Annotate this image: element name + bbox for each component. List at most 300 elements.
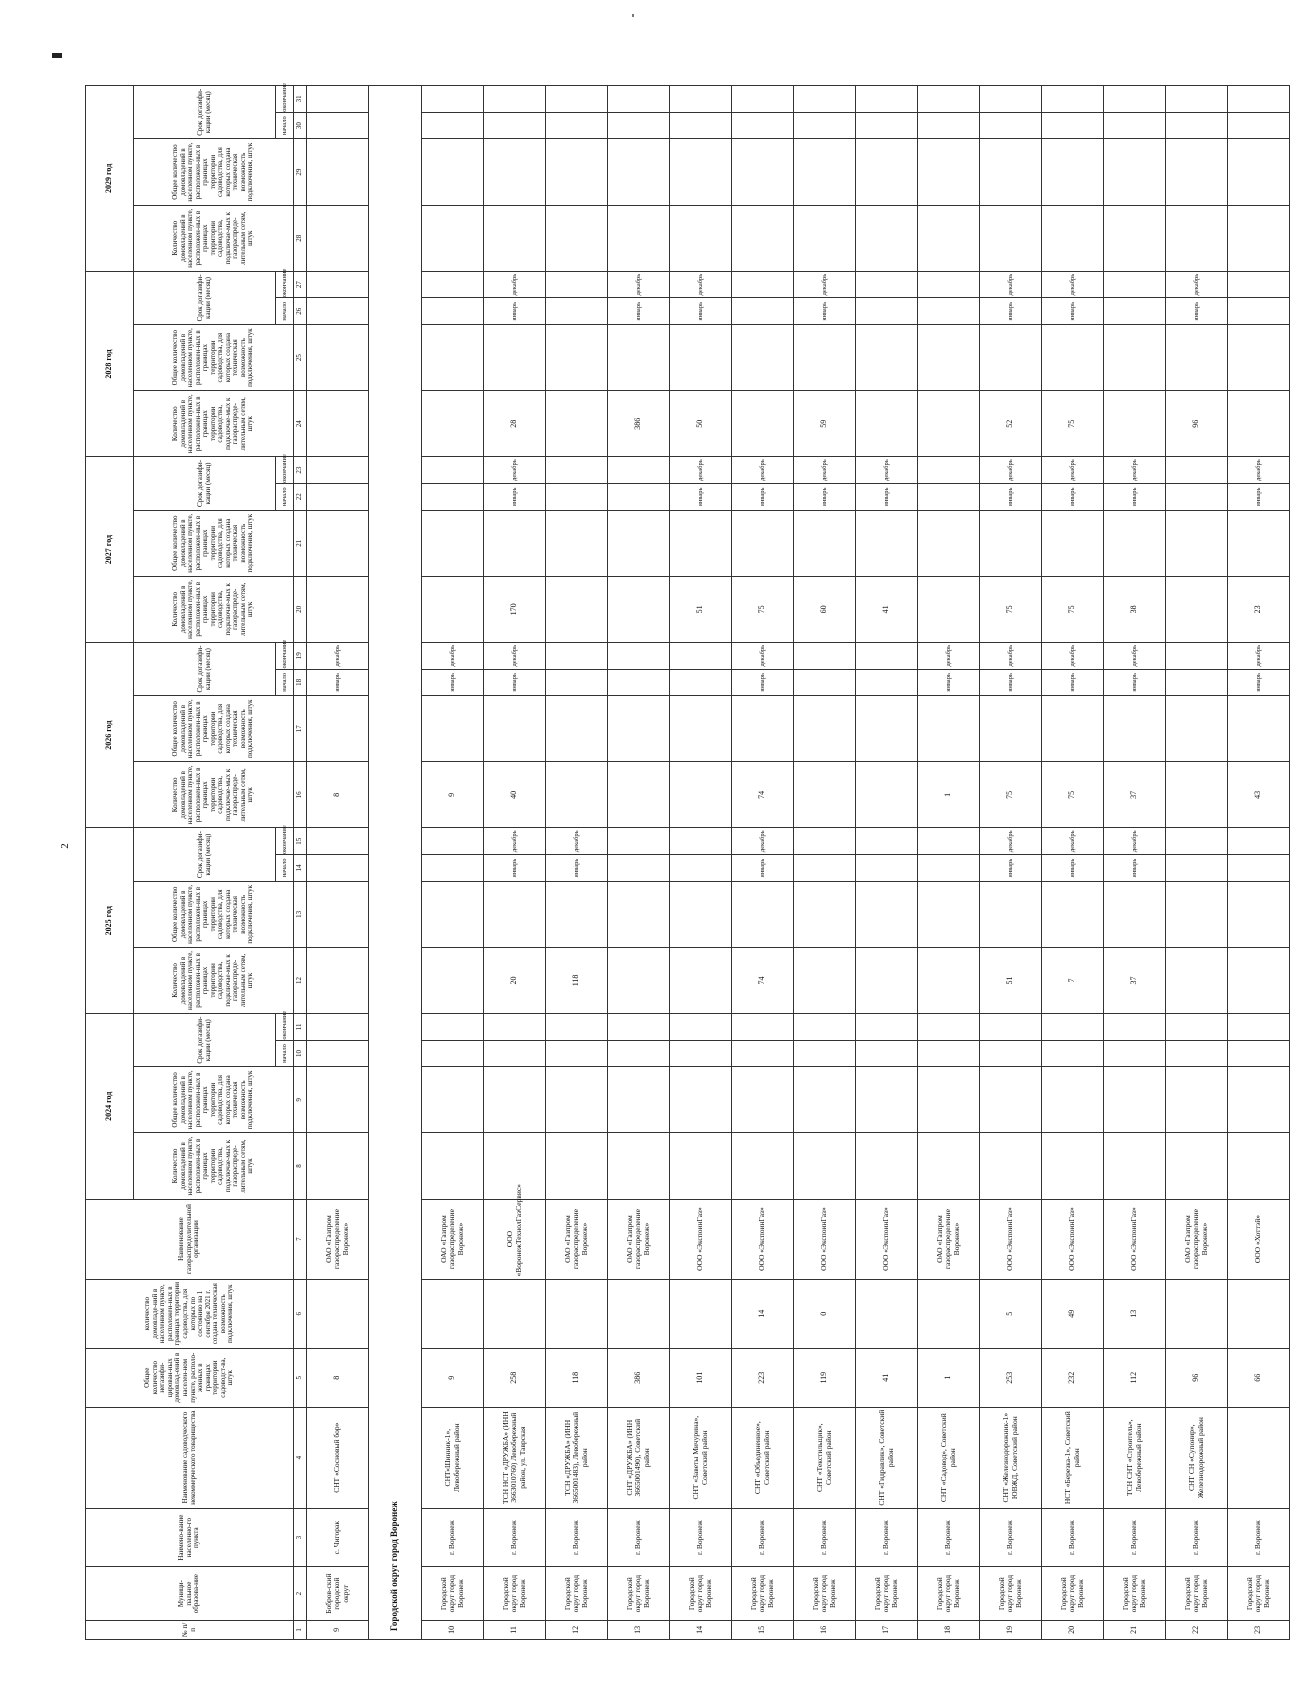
column-number: 16	[294, 762, 307, 828]
row-value-cell	[856, 881, 918, 947]
column-number: 20	[294, 576, 307, 642]
row-municipality: Городской округ город Воронеж	[422, 1567, 484, 1620]
row-value-cell	[670, 205, 732, 271]
row-term-cell: декабрь	[1104, 642, 1166, 669]
row-term-cell: январь	[608, 298, 670, 325]
row-value-cell	[856, 696, 918, 762]
row-settlement: г. Воронеж	[608, 1508, 670, 1567]
row-settlement: г. Воронеж	[980, 1508, 1042, 1567]
row-term-cell	[670, 112, 732, 139]
row-number: 21	[1104, 1620, 1166, 1639]
row-total: 119	[794, 1348, 856, 1407]
header-total-ungasified: Общее количество негазифи-цирован-ных домовлад-ений в населен-ном пункте, располо-женных в границах территории садоводст-ва, штук	[86, 1348, 294, 1407]
row-value-cell	[546, 391, 608, 457]
row-value-cell	[670, 696, 732, 762]
row-value-cell	[918, 576, 980, 642]
row-value-cell	[422, 947, 484, 1013]
row-org: ОАО «Газпром газораспределение Воронеж»	[307, 1199, 369, 1279]
row-total: 232	[1042, 1348, 1104, 1407]
row-term-cell	[608, 1014, 670, 1041]
row-value-cell	[608, 576, 670, 642]
row-value-cell	[1042, 881, 1104, 947]
row-term-cell	[918, 298, 980, 325]
row-term-cell	[670, 1014, 732, 1041]
row-value-cell: 96	[1166, 391, 1228, 457]
row-value-cell	[307, 696, 369, 762]
row-term-cell: декабрь	[546, 828, 608, 855]
subheader-quantity: Количество домовладений в населенном пункте, расположен-ных в границах территории садоводства, подключае-мых к газораспреде-лительным сетям, штук	[134, 391, 294, 457]
row-value-cell	[1166, 325, 1228, 391]
row-settlement: г. Воронеж	[918, 1508, 980, 1567]
rotated-page	[85, 83, 1271, 1640]
table-row	[1166, 86, 1228, 1640]
row-value-cell	[546, 205, 608, 271]
row-total: 9	[422, 1348, 484, 1407]
row-total: 258	[484, 1348, 546, 1407]
row-value-cell: 75	[1042, 576, 1104, 642]
row-snt: СНТ «Гидравлик», Советский район	[856, 1407, 918, 1508]
column-number: 22	[294, 483, 307, 510]
section-row	[369, 86, 422, 1640]
row-value-cell	[980, 139, 1042, 205]
row-value-cell	[794, 762, 856, 828]
row-value-cell	[794, 1067, 856, 1133]
row-value-cell	[856, 1133, 918, 1199]
row-tech: 13	[1104, 1279, 1166, 1348]
row-snt: ТСН СНТ «Строитель», Левобережный район	[1104, 1407, 1166, 1508]
page-number: 2	[58, 843, 71, 849]
row-term-cell	[670, 855, 732, 882]
row-term-cell	[670, 828, 732, 855]
row-value-cell: 40	[484, 762, 546, 828]
row-tech	[422, 1279, 484, 1348]
row-number: 17	[856, 1620, 918, 1639]
row-value-cell	[1042, 510, 1104, 576]
row-term-cell: декабрь	[1042, 642, 1104, 669]
subheader-total-tech: Общее количество домовладений в населенном пункте, расположен-ных в границах территории садоводства, для которых создана техническая возможность подключения, штук	[134, 325, 294, 391]
subheader-total-tech: Общее количество домовладений в населенном пункте, расположен-ных в границах территории садоводства, для которых создана техническая возможность подключения, штук	[134, 1067, 294, 1133]
row-value-cell	[856, 510, 918, 576]
row-term-cell	[307, 298, 369, 325]
row-org: ООО «ЭкспоинГаз»	[1042, 1199, 1104, 1279]
column-number: 12	[294, 947, 307, 1013]
row-term-cell	[1104, 86, 1166, 113]
row-municipality: Городской округ город Воронеж	[856, 1567, 918, 1620]
row-term-cell: декабрь	[1104, 457, 1166, 484]
row-total: 223	[732, 1348, 794, 1407]
subheader-quantity: Количество домовладений в населенном пункте, расположен-ных в границах территории садоводства, подключае-мых к газораспреде-лительным сетям, штук	[134, 947, 294, 1013]
row-term-cell: декабрь	[980, 457, 1042, 484]
subheader-total-tech: Общее количество домовладений в населенном пункте, расположен-ных в границах территории садоводства, для которых создана техническая возможность подключения, штук	[134, 510, 294, 576]
column-number: 9	[294, 1067, 307, 1133]
row-term-cell	[670, 669, 732, 696]
row-org: ООО «ЭкспоинГаз»	[732, 1199, 794, 1279]
row-value-cell	[732, 696, 794, 762]
row-term-cell	[918, 828, 980, 855]
row-term-cell	[608, 642, 670, 669]
subheader-term-start: начало	[276, 112, 294, 139]
row-settlement: г. Воронеж	[1228, 1508, 1290, 1567]
row-number: 14	[670, 1620, 732, 1639]
row-term-cell	[856, 1040, 918, 1067]
row-term-cell: январь	[1166, 298, 1228, 325]
row-value-cell	[307, 576, 369, 642]
row-value-cell	[670, 139, 732, 205]
row-value-cell	[670, 947, 732, 1013]
row-term-cell: январь	[546, 855, 608, 882]
row-term-cell	[980, 112, 1042, 139]
row-tech	[670, 1279, 732, 1348]
row-value-cell	[546, 325, 608, 391]
row-term-cell: январь	[484, 298, 546, 325]
row-value-cell: 43	[1228, 762, 1290, 828]
row-term-cell	[1166, 855, 1228, 882]
row-value-cell	[1228, 881, 1290, 947]
row-tech: 14	[732, 1279, 794, 1348]
row-term-cell	[608, 483, 670, 510]
row-tech	[856, 1279, 918, 1348]
row-org: ООО «ЭкспоинГаз»	[670, 1199, 732, 1279]
row-value-cell	[422, 1067, 484, 1133]
row-term-cell	[1228, 271, 1290, 298]
row-term-cell	[918, 112, 980, 139]
row-term-cell	[1228, 1014, 1290, 1041]
column-number: 10	[294, 1040, 307, 1067]
row-term-cell	[1166, 669, 1228, 696]
row-value-cell	[1104, 1133, 1166, 1199]
row-tech	[608, 1279, 670, 1348]
row-term-cell: январь	[980, 669, 1042, 696]
row-value-cell: 386	[608, 391, 670, 457]
row-term-cell	[856, 669, 918, 696]
row-term-cell: январь	[980, 298, 1042, 325]
row-term-cell	[794, 642, 856, 669]
row-term-cell	[918, 271, 980, 298]
row-term-cell	[1104, 298, 1166, 325]
row-term-cell: декабрь	[484, 271, 546, 298]
column-number: 30	[294, 112, 307, 139]
row-term-cell	[608, 828, 670, 855]
row-value-cell: 52	[980, 391, 1042, 457]
row-value-cell	[422, 696, 484, 762]
row-term-cell	[732, 298, 794, 325]
row-value-cell	[1042, 696, 1104, 762]
row-term-cell	[608, 112, 670, 139]
row-value-cell	[1166, 576, 1228, 642]
row-value-cell	[1166, 1133, 1228, 1199]
row-term-cell	[918, 1014, 980, 1041]
row-value-cell	[546, 1133, 608, 1199]
year-2025: 2025 год	[86, 828, 134, 1014]
row-term-cell: январь	[794, 298, 856, 325]
row-value-cell	[1166, 762, 1228, 828]
row-term-cell: декабрь	[608, 271, 670, 298]
table-row	[546, 86, 608, 1640]
row-term-cell: январь	[732, 855, 794, 882]
row-number: 20	[1042, 1620, 1104, 1639]
row-value-cell	[1166, 139, 1228, 205]
row-term-cell	[1228, 855, 1290, 882]
row-value-cell	[1228, 696, 1290, 762]
row-term-cell	[794, 112, 856, 139]
column-number: 4	[294, 1407, 307, 1508]
row-term-cell: декабрь	[1228, 642, 1290, 669]
subheader-term: Срок догазифи-кации (месяц)	[134, 457, 276, 510]
row-term-cell	[546, 457, 608, 484]
column-number: 19	[294, 642, 307, 669]
row-term-cell	[918, 483, 980, 510]
column-number: 14	[294, 855, 307, 882]
row-value-cell	[1228, 947, 1290, 1013]
subheader-term-end: окончание	[276, 642, 294, 669]
row-value-cell	[422, 881, 484, 947]
row-value-cell	[856, 139, 918, 205]
subheader-term-end: окончание	[276, 86, 294, 113]
row-settlement: г. Воронеж	[484, 1508, 546, 1567]
table-row	[484, 86, 546, 1640]
row-term-cell: декабрь	[1042, 271, 1104, 298]
row-term-cell	[546, 483, 608, 510]
table-row	[608, 86, 670, 1640]
row-term-cell: декабрь	[484, 828, 546, 855]
subheader-quantity: Количество домовладений в населенном пункте, расположен-ных в границах территории садоводства, подключае-мых к газораспреде-лительным сетям, штук	[134, 576, 294, 642]
row-municipality: Городской округ город Воронеж	[670, 1567, 732, 1620]
subheader-quantity: Количество домовладений в населенном пункте, расположен-ных в границах территории садоводства, подключае-мых к газораспреде-лительным сетям, штук	[134, 762, 294, 828]
row-total: 253	[980, 1348, 1042, 1407]
row-term-cell: январь	[1042, 669, 1104, 696]
table-row	[1042, 86, 1104, 1640]
row-term-cell	[608, 669, 670, 696]
row-term-cell: январь	[1042, 298, 1104, 325]
row-settlement: г. Воронеж	[670, 1508, 732, 1567]
row-municipality: Городской округ город Воронеж	[918, 1567, 980, 1620]
subheader-quantity: Количество домовладений в населенном пункте, расположен-ных в границах территории садоводства, подключае-мых к газораспреде-лительным сетям, штук	[134, 1133, 294, 1199]
row-term-cell	[794, 1014, 856, 1041]
row-term-cell	[484, 1014, 546, 1041]
subheader-term-end: окончание	[276, 1014, 294, 1041]
row-value-cell	[307, 947, 369, 1013]
subheader-quantity: Количество домовладений в населенном пункте, расположен-ных в границах территории садоводства, подключае-мых к газораспреде-лительным сетям, штук	[134, 205, 294, 271]
row-value-cell	[794, 139, 856, 205]
table-row	[980, 86, 1042, 1640]
row-term-cell	[1166, 1040, 1228, 1067]
row-value-cell	[918, 1067, 980, 1133]
row-term-cell	[732, 112, 794, 139]
row-term-cell: январь	[732, 483, 794, 510]
row-term-cell: январь	[980, 855, 1042, 882]
column-number: 24	[294, 391, 307, 457]
row-term-cell	[1042, 1014, 1104, 1041]
column-number: 1	[294, 1620, 307, 1639]
row-value-cell	[484, 325, 546, 391]
row-value-cell	[794, 881, 856, 947]
row-value-cell	[422, 510, 484, 576]
row-snt: СНТ «ДРУЖБА» (ИНН 3665001490), Советский район	[608, 1407, 670, 1508]
row-value-cell	[608, 205, 670, 271]
row-settlement: г. Воронеж	[856, 1508, 918, 1567]
row-term-cell: январь	[1042, 483, 1104, 510]
row-value-cell	[307, 1133, 369, 1199]
row-value-cell	[307, 510, 369, 576]
row-municipality: Городской округ город Воронеж	[1228, 1567, 1290, 1620]
row-value-cell	[1166, 1067, 1228, 1133]
row-term-cell	[307, 1014, 369, 1041]
row-value-cell	[670, 1133, 732, 1199]
row-term-cell	[422, 457, 484, 484]
row-snt: СНТ «Железнодорожник-1» ЮВЖД, Советский район	[980, 1407, 1042, 1508]
row-value-cell	[670, 510, 732, 576]
row-term-cell	[422, 1040, 484, 1067]
row-org: ОАО «Газпром газораспределение Воронеж»	[608, 1199, 670, 1279]
row-term-cell: декабрь	[980, 271, 1042, 298]
column-number: 5	[294, 1348, 307, 1407]
row-value-cell	[732, 391, 794, 457]
row-term-cell	[307, 112, 369, 139]
row-term-cell: январь	[484, 855, 546, 882]
row-term-cell: январь	[794, 483, 856, 510]
row-org: ОАО «Газпром газораспределение Воронеж»	[918, 1199, 980, 1279]
row-value-cell: 7	[1042, 947, 1104, 1013]
column-number: 15	[294, 828, 307, 855]
year-2027: 2027 год	[86, 457, 134, 643]
row-tech	[1166, 1279, 1228, 1348]
row-tech	[307, 1279, 369, 1348]
row-term-cell	[1042, 1040, 1104, 1067]
row-term-cell	[608, 86, 670, 113]
column-number: 29	[294, 139, 307, 205]
row-total: 112	[1104, 1348, 1166, 1407]
row-term-cell: январь	[484, 669, 546, 696]
row-value-cell	[732, 881, 794, 947]
subheader-total-tech: Общее количество домовладений в населенном пункте, расположен-ных в границах территории садоводства, для которых создана техническая возможность подключения, штук	[134, 696, 294, 762]
row-value-cell	[608, 881, 670, 947]
row-value-cell: 41	[856, 576, 918, 642]
column-number: 27	[294, 271, 307, 298]
row-term-cell: январь	[1104, 855, 1166, 882]
row-value-cell: 170	[484, 576, 546, 642]
row-value-cell	[307, 1067, 369, 1133]
row-term-cell: декабрь	[670, 271, 732, 298]
subheader-term: Срок догазифи-кации (месяц)	[134, 642, 276, 695]
row-term-cell	[307, 271, 369, 298]
row-term-cell	[1228, 86, 1290, 113]
row-term-cell	[1166, 112, 1228, 139]
column-number: 21	[294, 510, 307, 576]
row-value-cell	[1166, 947, 1228, 1013]
row-value-cell	[856, 391, 918, 457]
row-term-cell	[1228, 828, 1290, 855]
row-term-cell	[732, 1040, 794, 1067]
table-row	[1228, 86, 1290, 1640]
row-total: 386	[608, 1348, 670, 1407]
row-term-cell: декабрь	[484, 457, 546, 484]
row-value-cell	[1166, 205, 1228, 271]
row-value-cell: 74	[732, 762, 794, 828]
row-settlement: г. Воронеж	[732, 1508, 794, 1567]
row-term-cell: декабрь	[732, 828, 794, 855]
row-value-cell	[546, 576, 608, 642]
row-number: 19	[980, 1620, 1042, 1639]
row-term-cell	[732, 271, 794, 298]
row-term-cell	[307, 86, 369, 113]
row-value-cell	[980, 1067, 1042, 1133]
row-value-cell	[670, 325, 732, 391]
row-value-cell	[1104, 325, 1166, 391]
row-term-cell	[918, 855, 980, 882]
row-value-cell	[918, 696, 980, 762]
row-term-cell: январь	[1042, 855, 1104, 882]
row-snt: НСТ «Березка-1», Советский район	[1042, 1407, 1104, 1508]
row-value-cell	[1042, 1133, 1104, 1199]
row-term-cell: январь	[1228, 669, 1290, 696]
header-settlement: Наимено-вание населенно-го пункта	[86, 1508, 294, 1567]
row-value-cell: 20	[484, 947, 546, 1013]
row-value-cell: 51	[670, 576, 732, 642]
row-value-cell	[307, 881, 369, 947]
row-value-cell	[484, 510, 546, 576]
row-value-cell	[608, 696, 670, 762]
row-term-cell	[546, 1040, 608, 1067]
row-org: ООО «ВоронежТехнолГазСервис»	[484, 1199, 546, 1279]
row-value-cell: 37	[1104, 947, 1166, 1013]
row-term-cell: декабрь	[670, 457, 732, 484]
row-term-cell	[608, 1040, 670, 1067]
row-value-cell	[608, 762, 670, 828]
row-org: ООО «ЭкспоинГаз»	[794, 1199, 856, 1279]
row-value-cell	[307, 325, 369, 391]
row-value-cell: 60	[794, 576, 856, 642]
row-total: 101	[670, 1348, 732, 1407]
column-number: 11	[294, 1014, 307, 1041]
row-value-cell	[608, 325, 670, 391]
row-value-cell	[1042, 205, 1104, 271]
subheader-term-start: начало	[276, 669, 294, 696]
column-number: 6	[294, 1279, 307, 1348]
row-value-cell	[918, 881, 980, 947]
row-term-cell	[608, 855, 670, 882]
row-value-cell: 75	[1042, 391, 1104, 457]
row-term-cell	[670, 1040, 732, 1067]
row-value-cell	[980, 881, 1042, 947]
row-term-cell	[546, 1014, 608, 1041]
row-number: 22	[1166, 1620, 1228, 1639]
row-org: ОАО «Газпром газораспределение Воронеж»	[1166, 1199, 1228, 1279]
row-term-cell	[422, 483, 484, 510]
row-value-cell	[484, 1067, 546, 1133]
column-number: 7	[294, 1199, 307, 1279]
row-org: ООО «ЭкспоинГаз»	[1104, 1199, 1166, 1279]
row-value-cell: 38	[1104, 576, 1166, 642]
row-term-cell	[794, 669, 856, 696]
header-gas-org: Наименование газораспределительной организации	[86, 1199, 294, 1279]
row-snt: СНТ «Заветы Мичурина», Советский район	[670, 1407, 732, 1508]
row-municipality: Городской округ город Воронеж	[546, 1567, 608, 1620]
row-term-cell	[918, 1040, 980, 1067]
row-value-cell	[307, 205, 369, 271]
row-value-cell: 75	[1042, 762, 1104, 828]
row-value-cell	[1104, 1067, 1166, 1133]
row-value-cell	[980, 510, 1042, 576]
row-snt	[1228, 1407, 1290, 1508]
row-number: 9	[307, 1620, 369, 1639]
row-term-cell: декабрь	[1104, 828, 1166, 855]
row-settlement: г. Воронеж	[1166, 1508, 1228, 1567]
row-term-cell	[484, 1040, 546, 1067]
column-number: 13	[294, 881, 307, 947]
row-value-cell	[484, 881, 546, 947]
column-number: 26	[294, 298, 307, 325]
row-term-cell	[546, 642, 608, 669]
